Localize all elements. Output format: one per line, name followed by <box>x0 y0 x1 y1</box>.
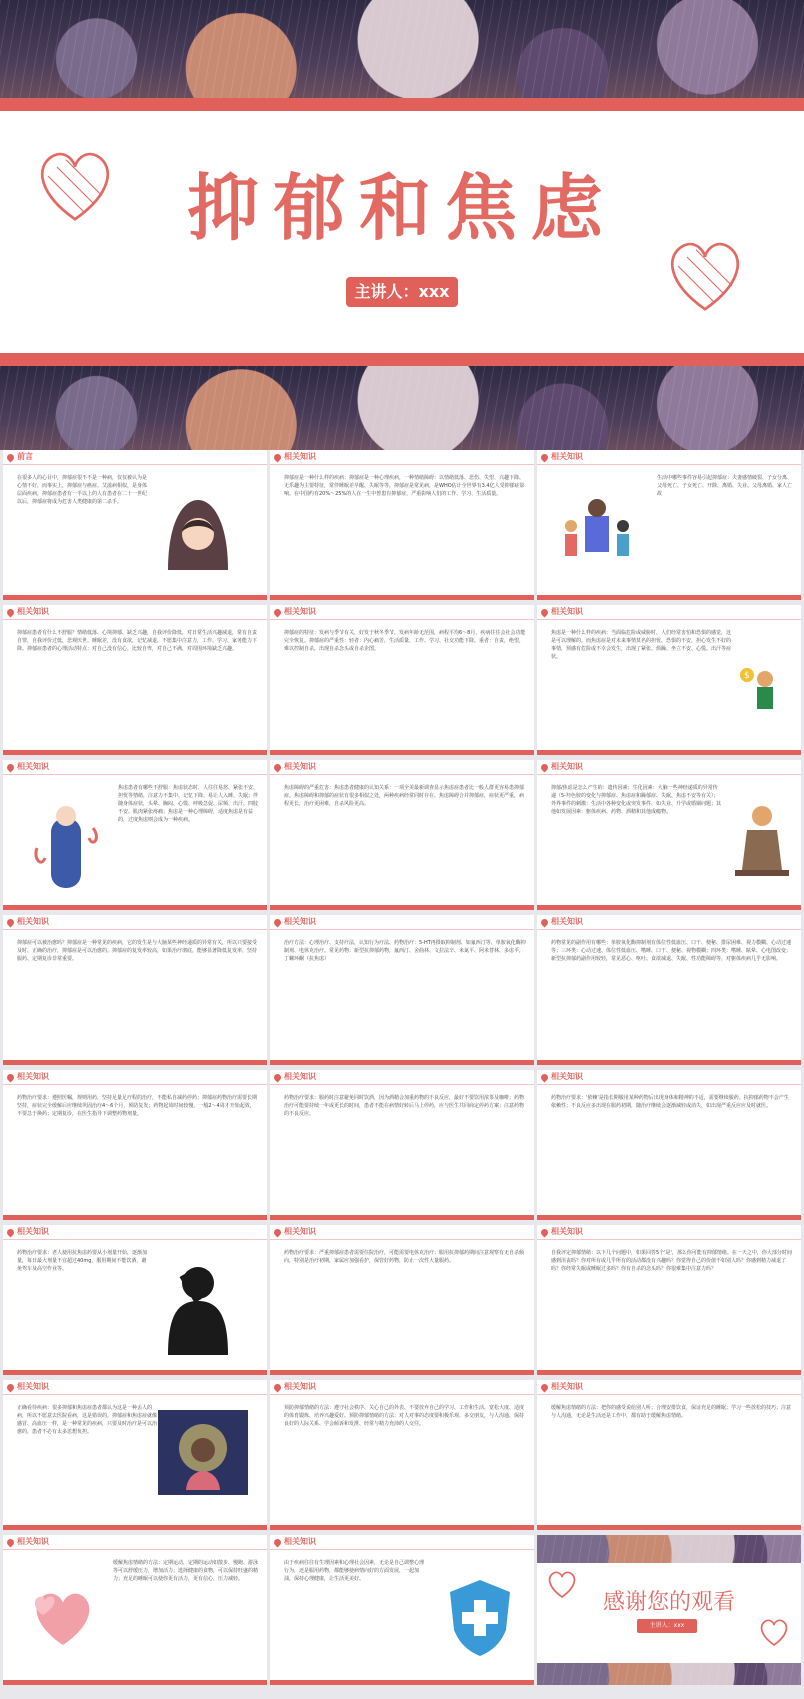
slide-text: 在很多人的心目中，抑郁症很不不是一种病，仅仅被认为是心情不好，而事实上，抑郁症与癌症、艾滋病相似，是身体层面疾病，抑郁症患者有一半以上的人有患者在二十一世纪以后，抑郁症将成为危害人类健康的第二杀手。 <box>17 475 148 505</box>
slide-card[interactable]: 相关知识 焦虑障碍的严重危害：焦虑患者健康的认知关系：一项全美最新调查显示焦虑症患者比一般人群更容易患抑郁症。焦虑障碍和抑郁的症状有很多相似之处，两种疾病经常同时存在。焦虑障碍合并抑郁症，症状更严重，病程更长，治疗更困难，自杀风险更高。 <box>270 760 534 910</box>
rain-banner <box>537 1663 801 1685</box>
slide-text: 由于疾病往往有生理因素和心理社会因素，无论是自己调整心理行为，还是服用药物，都能够使病情向好的方面发展，一起加油，保持心理健康，让生活更美好。 <box>284 1560 425 1582</box>
medical-shield-icon <box>440 1570 520 1660</box>
slide-text: 焦虑障碍的严重危害：焦虑患者健康的认知关系：一项全美最新调查显示焦虑症患者比一般人群更容易患抑郁症。焦虑障碍和抑郁的症状有很多相似之处，两种疾病经常同时存在。焦虑障碍合并抑郁症，症状更严重，病程更长，治疗更困难，自杀风险更高。 <box>284 785 525 807</box>
slide-text: 抑郁症可以被治愈吗？抑郁症是一种常见的疾病，它的发生是与大脑某些神经递质的异常有关，所以只要接受及时、正确的治疗，抑郁症是可以治愈的。抑郁症的复发率较高，如果治疗彻底，能够显著降低复发率，坚持服药、定期复诊非常重要。 <box>17 940 258 962</box>
sleeping-bag-icon <box>33 788 103 898</box>
rain-banner-top <box>0 0 804 98</box>
page-title: 抑郁和焦虑 <box>186 165 617 250</box>
closing-speaker: 主讲人：xxx <box>637 1619 697 1633</box>
slide-card[interactable]: 相关知识 抑郁症患者有什么不舒服？情绪低落、心境抑郁、缺乏兴趣，自我评价降低，对日常生活兴趣减退，常有自责自罪，自我评价过低，悲观厌世。睡眠差，没有食欲，记忆减退，不愿集中注意力，工作、学习、家务能力下降。抑郁症患者的心理活动特点：对自己没有信心，比较自卑，对自己不满，对周围环境缺乏兴趣。 <box>3 605 267 755</box>
slide-text: 抑郁症患者有什么不舒服？情绪低落、心境抑郁、缺乏兴趣，自我评价降低，对日常生活兴趣减退，常有自责自罪，自我评价过低，悲观厌世。睡眠差，没有食欲，记忆减退，不愿集中注意力，工作、学习、家务能力下降。抑郁症患者的心理活动特点：对自己没有信心，比较自卑，对自己不满，对周围环境缺乏兴趣。 <box>17 630 258 652</box>
slide-text: 治疗方法：心理治疗、支持疗法，认知行为疗法、药物治疗：5-HT再摄取抑制剂、如氟西汀等、单胺氧化酶抑制剂、电休克治疗。常见药物：新型抗抑郁药物，氟西汀、舍曲林、文拉法辛、米氮平、阿米替林、多虑平，丁螺环酮（抗焦虑） <box>284 940 526 962</box>
slide-text: 药物治疗要求：严重抑郁症患者需要住院治疗，可能需要电休克治疗；服用抗抑郁药期间注意观察有无自杀倾向，特别是治疗初期，家属应加强看护，保管好药物，防止一次性大量服药。 <box>284 1250 525 1264</box>
slide-card[interactable]: 相关知识 缓解焦虑情绪的方法：把你的感受说给别人听；合理安排饮食，保证充足的睡眠；学习一些放松的技巧；注意与人沟通，无论是生活还是工作中，都有助于缓解焦虑情绪。 <box>537 1380 801 1530</box>
closing-slide[interactable] <box>537 1535 801 1685</box>
slide-card[interactable]: 相关知识 药物治疗要求：遵照医嘱，规则用药，坚持足量足疗程的治疗，不能私自减药停药；抑郁症药物治疗需要长期坚持，症状完全缓解后应继续巩固治疗4～6个月，预防复发；药物起效时间较慢，一般2～4周才开始起效，不要急于换药；定期复诊，在医生指导下调整药物剂量。 <box>3 1070 267 1220</box>
slide-card[interactable]: 相关知识 药物治疗要求：严重抑郁症患者需要住院治疗，可能需要电休克治疗；服用抗抑郁药期间注意观察有无自杀倾向，特别是治疗初期，家属应加强看护，保管好药物，防止一次性大量服药。 <box>270 1225 534 1375</box>
slide-card[interactable]: 相关知识 自我评定抑郁情绪：以下几个问题中，如果回答5个'是'，那么你可能有抑郁情绪。在一天之中，你大部分时间感到沮丧吗？你对所有或几乎所有的活动都没有兴趣吗？你觉得自己的价值不如别人吗？你感到精力减退了吗？你经常失眠或睡眠过多吗？你有自杀的念头吗？你很难集中注意力吗？ <box>537 1225 801 1375</box>
hooded-girl-icon <box>158 492 238 572</box>
slide-text: 生活中哪些事件容易引起抑郁症：夫妻感情破裂、子女分离、父母死亡、子女死亡、开除、离婚、失业、父母离婚、家人亡故 <box>657 475 793 497</box>
red-bar-top <box>0 98 804 111</box>
slide-card[interactable]: 相关知识 药物治疗要求：'依赖'是指长期服用某种药物后出现身体和精神的不适，需要继续服药。抗抑郁药物不会产生依赖性；不良反应多出现在服药初期，随治疗继续会逐渐减轻或消失，如出现严重反应应及时就医。 <box>537 1070 801 1220</box>
slide-text: 抑郁症的特征：发病与季节有关，好发于秋冬季节，发病年龄无范围，病程平均6～8月，疾病往往会社会功能完全恢复。抑郁症的严重性：轻者：内心痛苦，生活质量、工作、学习、社交功能下降。重者：自责，绝望，难以控制自杀，出现自杀念头或自杀企图。 <box>284 630 526 652</box>
slide-card[interactable]: 相关知识 正确看待疾病：很多抑郁和焦虑症患者都认为这是一种丢人的病，所以不愿意去医院看病，这是错误的。抑郁症和焦虑症就像感冒、高血压一样，是一种常见的疾病，只要及时治疗是可以治愈的，患者不必有太多思想负担。 <box>3 1380 267 1530</box>
rain-banner-bottom <box>0 366 804 450</box>
cover-slide <box>0 0 804 450</box>
slide-card[interactable]: 相关知识 抑郁症是一种什么样的疾病：抑郁症是一种心理疾病，一种情绪障碍：以情绪低落、悲伤、失望、兴趣下降、无乐趣为主要特征，常伴睡眠差早醒、失眠等等。抑郁症是常见病，是WHO估计全世界有3.4亿人受抑郁症影响。在中国约有20%～25%的人在一生中曾患有抑郁症，严重影响人们的工作、学习、生活质量。 <box>270 450 534 600</box>
slide-text: 正确看待疾病：很多抑郁和焦虑症患者都认为这是一种丢人的病，所以不愿意去医院看病，这是错误的。抑郁症和焦虑症就像感冒、高血压一样，是一种常见的疾病，只要及时治疗是可以治愈的，患者不必有太多思想负担。 <box>17 1405 158 1435</box>
sad-man-icon <box>727 800 797 880</box>
slide-text: 药物常见的副作用有哪些：单胺氧化酶抑制剂有体位性低血压、口干、便秘、排尿困难、视力模糊、心动过速等；三环类：心动过速、体位性低血压、嗜睡、口干、便秘、视物模糊；四环类：嗜睡、眩晕、心电图改变；新型抗抑郁药副作用较轻，常见恶心、呕吐、食欲减退、失眠、性功能障碍等，对躯体疾病几乎无影响。 <box>551 940 792 962</box>
closing-title: 感谢您的观看 <box>602 1590 735 1615</box>
slide-text: 抑郁/焦虑是怎么产生的：遗传因素；生化因素：大脑一些神经递质的异常传递（5-羟色胺的变化与抑郁症、焦虑症和躁郁症、失眠、焦虑不安等有关）；外界事件的刺激：生活中各种变化或突发事件、如失业、升学或婚姻问题；其他如发展因素：躯体疾病、药物、酒精和其他成瘾物。 <box>551 785 722 815</box>
rain-banner <box>537 1535 801 1563</box>
slide-text: 药物治疗要求：遵照医嘱，规则用药，坚持足量足疗程的治疗，不能私自减药停药；抑郁症药物治疗需要长期坚持，症状完全缓解后应继续巩固治疗4～6个月，预防复发；药物起效时间较慢，一般2～4周才开始起效，不要急于换药；定期复诊，在医生指导下调整药物剂量。 <box>17 1095 258 1117</box>
doctor-consult-icon <box>557 486 637 566</box>
crying-girl-icon <box>158 1410 248 1495</box>
slide-text: 焦虑是一种什么样的疾病：当面临危险或威胁时，人们经常害怕和恐惧的感觉，这是可以理解的。而焦虑症是对未来事情莫名的担忧、恐惧的不安，担心发生不好的事情，预感有危险或不幸会发生，出现了紧张、烦躁、坐立不安、心慌、出汗等症状。 <box>551 630 732 660</box>
slide-card[interactable]: 相关知识 药物治疗要求：老人使用抗焦虑药要从小剂量开始，逐渐加量，每日最大剂量不宜超过40mg，服用期间不能饮酒，避免驾车及高空作业等。 <box>3 1225 267 1375</box>
slide-text: 焦虑患者有哪些不舒服：焦虑状态时，人往往易怒、紧张不安、担忧等情绪，注意力不集中、记忆下降、易让人入睡、失眠；伴随身体症状，头晕、胸闷、心慌、呼吸急促、尿频、出汗、四肢不安、肌肉紧张疼痛；焦虑是一种心理障碍，适度焦虑是有益的，过度焦虑则会成为一种疾病。 <box>118 785 259 823</box>
slide-text: 缓解焦虑情绪的方法：把你的感受说给别人听；合理安排饮食，保证充足的睡眠；学习一些放松的技巧；注意与人沟通，无论是生活还是工作中，都有助于缓解焦虑情绪。 <box>551 1405 792 1419</box>
slide-card[interactable]: 相关知识 预防抑郁情绪的方法：遵守社会秩序、关心自己的外表、不要放弃自己的学习、工作和生活、宽松大度、适度的体育锻炼、培养兴趣爱好。预防抑郁情绪的方法：对人对事的态度要积极乐观、多交朋友，与人沟通、保持良好的人际关系、学会倾诉和发泄、经常与精力充沛的人交往。 <box>270 1380 534 1530</box>
slide-text: 抑郁症是一种什么样的疾病：抑郁症是一种心理疾病，一种情绪障碍：以情绪低落、悲伤、失望、兴趣下降、无乐趣为主要特征，常伴睡眠差早醒、失眠等等。抑郁症是常见病，是WHO估计全世界有3.4亿人受抑郁症影响。在中国约有20%～25%的人在一生中曾患有抑郁症，严重影响人们的工作、学习、生活质量。 <box>284 475 525 497</box>
slide-card[interactable]: 相关知识 生活中哪些事件容易引起抑郁症：夫妻感情破裂、子女分离、父母死亡、子女死亡、开除、离婚、失业、父母离婚、家人亡故 <box>537 450 801 600</box>
slide-card[interactable]: 相关知识 焦虑患者有哪些不舒服：焦虑状态时，人往往易怒、紧张不安、担忧等情绪，注意力不集中、记忆下降、易让人入睡、失眠；伴随身体症状，头晕、胸闷、心慌、呼吸急促、尿频、出汗、四肢不安、肌肉紧张疼痛；焦虑是一种心理障碍，适度焦虑是有益的，过度焦虑则会成为一种疾病。 <box>3 760 267 910</box>
slide-text: 缓解焦虑情绪的方法：定期运动，定期的运动如散步、慢跑、游泳等可以舒缓压力，增加活力；选择健康的食物，可以保持旺盛的精力；充足的睡眠可以使你更有活力，更有信心，压力减轻。 <box>113 1560 259 1582</box>
slide-card[interactable]: 前言 在很多人的心目中，抑郁症很不不是一种病，仅仅被认为是心情不好，而事实上，抑郁症与癌症、艾滋病相似，是身体层面疾病，抑郁症患者有一半以上的人有患者在二十一世纪以后，抑郁症将成为危害人类健康的第二杀手。 <box>3 450 267 600</box>
slide-text: 药物治疗要求：服药时注意避免同时饮酒，因为酒精会加重药物的不良反应，最好不要饮用浓茶及咖啡；药物治疗可能要持续一年或更长的时间，患者不能在病情好转后马上停药，应与医生共同商定停药方案；注意药物的不良反应。 <box>284 1095 525 1117</box>
slide-card[interactable]: 相关知识 抑郁/焦虑是怎么产生的：遗传因素；生化因素：大脑一些神经递质的异常传递（5-羟色胺的变化与抑郁症、焦虑症和躁郁症、失眠、焦虑不安等有关）；外界事件的刺激：生活中各种变化或突发事件、如失业、升学或婚姻问题；其他如发展因素：躯体疾病、药物、酒精和其他成瘾物。 <box>537 760 801 910</box>
slide-text: 药物治疗要求：'依赖'是指长期服用某种药物后出现身体和精神的不适，需要继续服药。抗抑郁药物不会产生依赖性；不良反应多出现在服药初期，随治疗继续会逐渐减轻或消失，如出现严重反应应及时就医。 <box>551 1095 789 1109</box>
slide-card[interactable]: 相关知识 抑郁症可以被治愈吗？抑郁症是一种常见的疾病，它的发生是与大脑某些神经递质的异常有关，所以只要接受及时、正确的治疗，抑郁症是可以治愈的。抑郁症的复发率较高，如果治疗彻底，能够显著降低复发率，坚持服药、定期复诊非常重要。 <box>3 915 267 1065</box>
slide-card[interactable]: 相关知识 药物治疗要求：服药时注意避免同时饮酒，因为酒精会加重药物的不良反应，最好不要饮用浓茶及咖啡；药物治疗可能要持续一年或更长的时间，患者不能在病情好转后马上停药，应与医生共同商定停药方案；注意药物的不良反应。 <box>270 1070 534 1220</box>
slide-card[interactable]: 相关知识 治疗方法：心理治疗、支持疗法，认知行为疗法、药物治疗：5-HT再摄取抑制剂、如氟西汀等、单胺氧化酶抑制剂、电休克治疗。常见药物：新型抗抑郁药物，氟西汀、舍曲林、文拉法辛、米氮平、阿米替林、多虑平，丁螺环酮（抗焦虑） <box>270 915 534 1065</box>
speaker-badge: 主讲人：xxx <box>346 277 458 307</box>
pink-hearts-icon <box>23 1575 103 1655</box>
money-man-icon <box>737 665 793 725</box>
silhouette-man-icon <box>153 1255 243 1355</box>
slide-card[interactable]: 相关知识 焦虑是一种什么样的疾病：当面临危险或威胁时，人们经常害怕和恐惧的感觉，这是可以理解的。而焦虑症是对未来事情莫名的担忧、恐惧的不安，担心发生不好的事情，预感有危险或不幸会发生，出现了紧张、烦躁、坐立不安、心慌、出汗等症状。 $ <box>537 605 801 755</box>
heart-icon <box>757 1615 791 1649</box>
slide-text: 预防抑郁情绪的方法：遵守社会秩序、关心自己的外表、不要放弃自己的学习、工作和生活、宽松大度、适度的体育锻炼、培养兴趣爱好。预防抑郁情绪的方法：对人对事的态度要积极乐观、多交朋友，与人沟通、保持良好的人际关系、学会倾诉和发泄、经常与精力充沛的人交往。 <box>284 1405 525 1427</box>
slide-text: 药物治疗要求：老人使用抗焦虑药要从小剂量开始，逐渐加量，每日最大剂量不宜超过40mg，服用期间不能饮酒，避免驾车及高空作业等。 <box>17 1250 148 1272</box>
slide-card[interactable]: 相关知识 由于疾病往往有生理因素和心理社会因素，无论是自己调整心理行为，还是服用药物，都能够使病情向好的方面发展，一起加油，保持心理健康，让生活更美好。 <box>270 1535 534 1685</box>
slide-card[interactable]: 相关知识 缓解焦虑情绪的方法：定期运动，定期的运动如散步、慢跑、游泳等可以舒缓压力，增加活力；选择健康的食物，可以保持旺盛的精力；充足的睡眠可以使你更有活力，更有信心，压力减轻。 <box>3 1535 267 1685</box>
slide-card[interactable]: 相关知识 药物常见的副作用有哪些：单胺氧化酶抑制剂有体位性低血压、口干、便秘、排尿困难、视力模糊、心动过速等；三环类：心动过速、体位性低血压、嗜睡、口干、便秘、视物模糊；四环类：嗜睡、眩晕、心电图改变；新型抗抑郁药副作用较轻，常见恶心、呕吐、食欲减退、失眠、性功能障碍等，对躯体疾病几乎无影响。 <box>537 915 801 1065</box>
red-bar-bottom <box>0 353 804 366</box>
slide-text: 自我评定抑郁情绪：以下几个问题中，如果回答5个'是'，那么你可能有抑郁情绪。在一天之中，你大部分时间感到沮丧吗？你对所有或几乎所有的活动都没有兴趣吗？你觉得自己的价值不如别人吗？你感到精力减退了吗？你经常失眠或睡眠过多吗？你有自杀的念头吗？你很难集中注意力吗？ <box>551 1250 792 1272</box>
slide-card[interactable]: 相关知识 抑郁症的特征：发病与季节有关，好发于秋冬季节，发病年龄无范围，病程平均6～8月，疾病往往会社会功能完全恢复。抑郁症的严重性：轻者：内心痛苦，生活质量、工作、学习、社交功能下降。重者：自责，绝望，难以控制自杀，出现自杀念头或自杀企图。 <box>270 605 534 755</box>
svg-text:$: $ <box>744 671 750 681</box>
